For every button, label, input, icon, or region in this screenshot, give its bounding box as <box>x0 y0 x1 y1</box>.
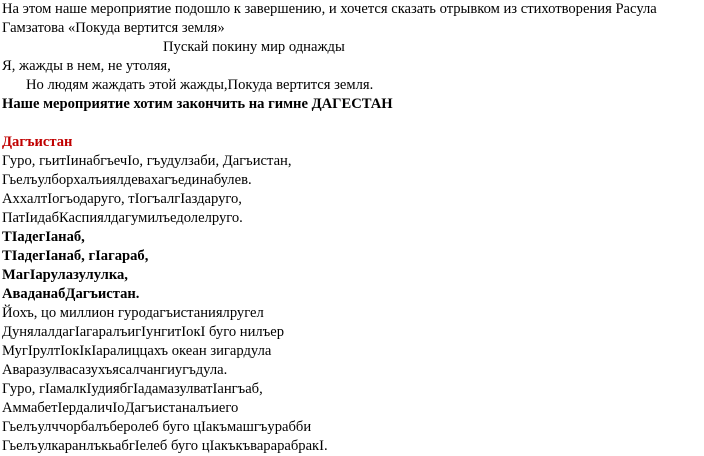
anthem-line: ПатӀидабКаспиялдагумилъедолелруго. <box>2 210 243 226</box>
anthem-title: Дагъистан <box>2 134 73 150</box>
anthem-chorus-line: АваданабДагъистан. <box>2 286 140 302</box>
anthem-chorus-line: МагӀарулазулулка, <box>2 267 128 283</box>
poem-line-3: Но людям жаждать этой жажды,Покуда вертится земля. <box>26 77 374 93</box>
anthem-verse-line: ГьелъулкаранлъкьабгӀелеб буго цӀакъкъварарабракӀ. <box>2 438 328 454</box>
intro-paragraph <box>2 0 702 38</box>
poem-line-1: Пускай покину мир однажды <box>163 39 345 55</box>
blank-line <box>2 114 702 133</box>
poem-line-2: Я, жажды в нем, не утоляя, <box>2 58 171 74</box>
anthem-verse-line: Аваразулвасазухъясалчангиугъдула. <box>2 362 228 378</box>
anthem-line: Гуро, гьитӀинабгъечӀо, гъудулзаби, Дагъистан, <box>2 153 292 169</box>
anthem-verse-line: Йохъ, цо миллион гуродагъистаниялругел <box>2 305 264 321</box>
document-body <box>2 0 702 456</box>
anthem-line: Гьелъулборхалъиялдевахагъединабулев. <box>2 172 252 188</box>
anthem-chorus-line: ТӀадегӀанаб, <box>2 229 85 245</box>
anthem-verse-line: Гьелъулччорбалъберолеб буго цӀакъмашгъурабби <box>2 419 312 435</box>
anthem-verse-line: МугӀрултӀокӀкӀаралиццахъ океан зигардула <box>2 343 272 359</box>
anthem-verse-line: Гуро, гӀамалкӀудиябгӀадамазулватӀангъаб, <box>2 381 263 397</box>
intro-line-1: На этом наше мероприятие подошло к завершению, и хочется сказать отрывком из стихотворения Расула <box>2 1 657 17</box>
anthem-verse-line: ДунялалдагӀагаралъигӀунгитӀокӀ буго нилъер <box>2 324 285 340</box>
anthem-verse-line: АммабетӀердаличӀоДагъистаналъиего <box>2 400 239 416</box>
anthem-chorus-line: ТӀадегӀанаб, гӀагараб, <box>2 248 149 264</box>
intro-line-2: Гамзатова «Покуда вертится земля» <box>2 20 225 36</box>
anthem-line: АххалтӀогъодаруго, тӀогъалгӀаздаруго, <box>2 191 242 207</box>
closing-statement: Наше мероприятие хотим закончить на гимне ДАГЕСТАН <box>2 96 393 112</box>
